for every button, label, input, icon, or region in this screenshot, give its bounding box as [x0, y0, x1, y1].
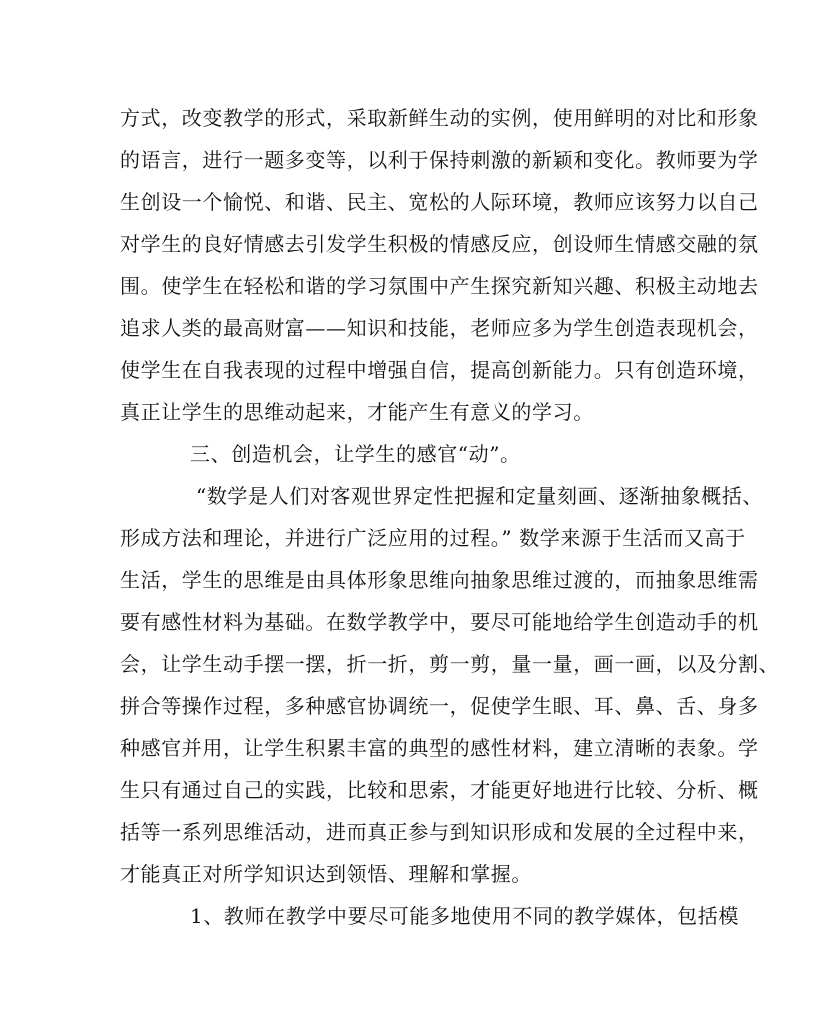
text-line: 1、教师在教学中要尽可能多地使用不同的教学媒体，包括模: [190, 904, 739, 928]
text-line: 围。使学生在轻松和谐的学习氛围中产生探究新知兴趣、积极主动地去: [120, 274, 759, 298]
text-line: 对学生的良好情感去引发学生积极的情感反应，创设师生情感交融的氛: [120, 232, 759, 256]
text-line: 生活，学生的思维是由具体形象思维向抽象思维过渡的，而抽象思维需: [120, 568, 759, 592]
text-line: “数学是人们对客观世界定性把握和定量刻画、逐渐抽象概括、: [196, 484, 764, 508]
text-line: 形成方法和理论，并进行广泛应用的过程。” 数学来源于生活而又高于: [120, 526, 746, 550]
text-line: 种感官并用，让学生积累丰富的典型的感性材料，建立清晰的表象。学: [120, 736, 759, 760]
text-line: 生创设一个愉悦、和谐、民主、宽松的人际环境，教师应该努力以自己: [120, 190, 759, 214]
text-line: 生只有通过自己的实践，比较和思索，才能更好地进行比较、分析、概: [120, 778, 759, 802]
text-line: 真正让学生的思维动起来，才能产生有意义的学习。: [120, 400, 594, 424]
text-line: 拼合等操作过程，多种感官协调统一，促使学生眼、耳、鼻、舌、身多: [120, 694, 759, 718]
text-line: 的语言，进行一题多变等，以利于保持刺激的新颖和变化。教师要为学: [120, 148, 759, 172]
text-line: 追求人类的最高财富——知识和技能，老师应多为学生创造表现机会，: [120, 316, 759, 340]
text-line: 方式，改变教学的形式，采取新鲜生动的实例，使用鲜明的对比和形象: [120, 106, 759, 130]
text-line: 才能真正对所学知识达到领悟、理解和掌握。: [120, 862, 532, 886]
text-line: 要有感性材料为基础。在数学教学中，要尽可能地给学生创造动手的机: [120, 610, 759, 634]
section-heading: 三、创造机会，让学生的感官“动”。: [190, 442, 521, 466]
text-line: 括等一系列思维活动，进而真正参与到知识形成和发展的全过程中来，: [120, 820, 759, 844]
text-line: 会，让学生动手摆一摆，折一折，剪一剪，量一量，画一画，以及分割、: [120, 652, 780, 676]
text-line: 使学生在自我表现的过程中增强自信，提高创新能力。只有创造环境，: [120, 358, 759, 382]
